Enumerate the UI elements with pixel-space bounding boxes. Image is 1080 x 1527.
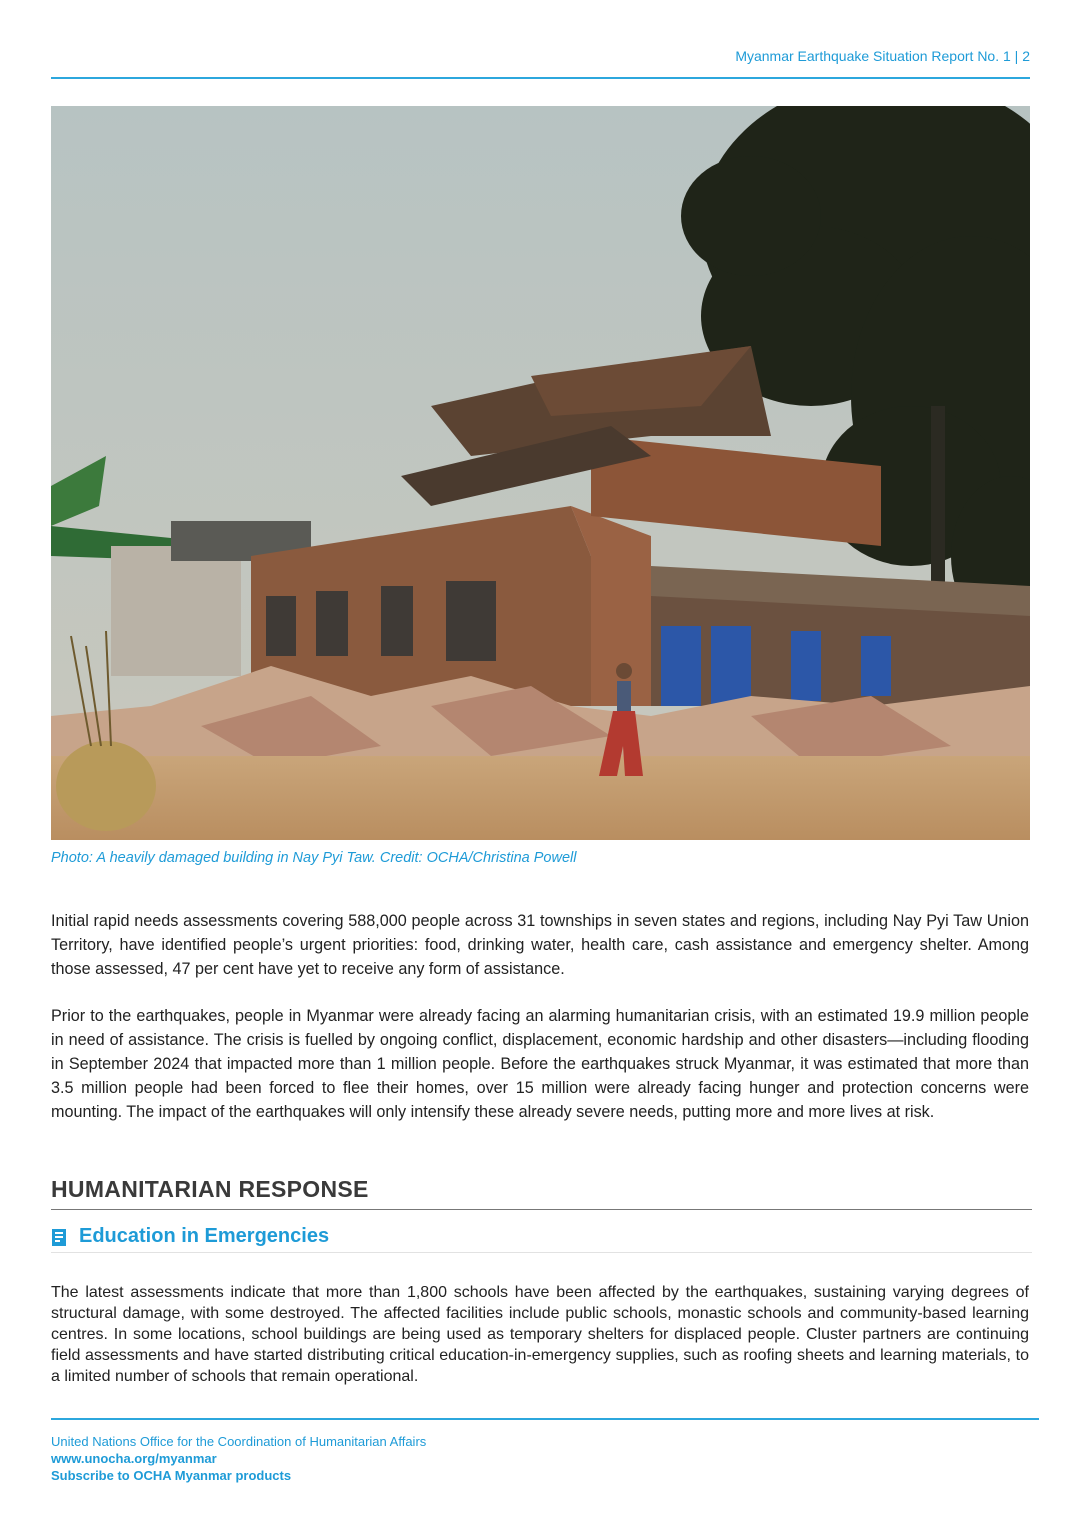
footer-website-link[interactable]: www.unocha.org/myanmar — [51, 1451, 217, 1466]
body-paragraph-1: Initial rapid needs assessments covering 588,000 people across 31 townships in seven states and regions, including Nay Pyi Taw Union Territory, have identified people’s urgent priorities: food, drinking water, health care, cash assistance and emergency shelter. Among those assessed, 47 per cent have yet to receive any form of assistance. — [51, 912, 1029, 978]
subsection-heading: Education in Emergencies — [79, 1225, 330, 1247]
book-icon — [51, 1228, 67, 1247]
footer-subscribe-link[interactable]: Subscribe to OCHA Myanmar products — [51, 1468, 292, 1483]
header-divider — [51, 77, 1030, 79]
report-header-title: Myanmar Earthquake Situation Report No. 1 | 2 — [735, 48, 1030, 64]
education-paragraph: The latest assessments indicate that more than 1,800 schools have been affected by the earthquakes, sustaining varying degrees of structural damage, with some destroyed. The affected facilities include public schools, monastic schools and community-based learning centres. In some locations, school buildings are being used as temporary shelters for displaced people. Cluster partners are continuing field assessments and have started distributing critical education-in-emergency supplies, such as roofing sheets and learning materials, to a limited number of schools that remain operational. — [51, 1284, 1029, 1385]
body-paragraph-2: Prior to the earthquakes, people in Myanmar were already facing an alarming humanitarian crisis, with an estimated 19.9 million people in need of assistance. The crisis is fuelled by ongoing conflict, displacement, economic hardship and other disasters—including flooding in September 2024 that impacted more than 1 million people. Before the earthquakes struck Myanmar, it was estimated that more than 3.5 million people had been forced to flee their homes, over 15 million were already facing hunger and protection concerns were mounting. The impact of the earthquakes will only intensify these already severe needs, putting more and more lives at risk. — [51, 1007, 1029, 1121]
section-divider — [51, 1209, 1032, 1210]
photo-caption: Photo: A heavily damaged building in Nay Pyi Taw. Credit: OCHA/Christina Powell — [51, 850, 577, 866]
subsection-divider — [51, 1252, 1032, 1253]
footer-divider — [51, 1418, 1039, 1420]
section-heading: HUMANITARIAN RESPONSE — [51, 1176, 369, 1202]
damaged-building-photo — [51, 106, 1030, 840]
footer-organization: United Nations Office for the Coordination of Humanitarian Affairs — [51, 1434, 427, 1449]
